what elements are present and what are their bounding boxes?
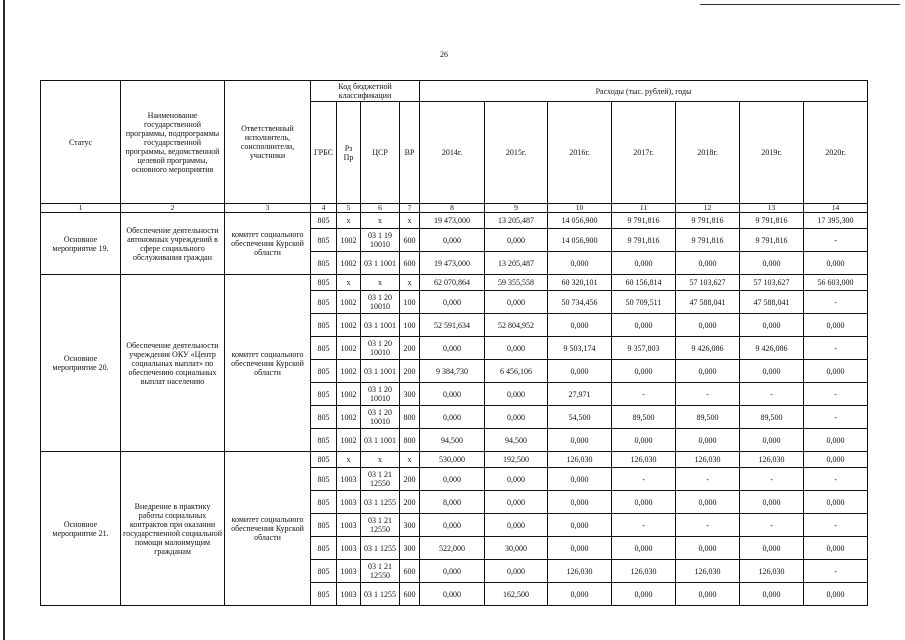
- cell-program-name: Обеспечение деятельности автономных учреждений в сфере социального обслуживания граждан: [121, 213, 225, 275]
- table-header: [41, 81, 868, 213]
- column-number: 8: [420, 204, 485, 213]
- cell-amount: 192,500: [485, 452, 548, 468]
- cell-amount: 17 395,300: [804, 213, 868, 229]
- cell-amount: 47 588,041: [676, 291, 740, 314]
- cell-amount: 13 205,487: [485, 252, 548, 275]
- cell-amount: 0,000: [740, 360, 804, 383]
- cell-rzpr: 1002: [337, 360, 361, 383]
- cell-amount: 0,000: [740, 252, 804, 275]
- header-csr: ЦСР: [361, 102, 400, 204]
- column-number: 4: [311, 204, 337, 213]
- column-number: 1: [41, 204, 121, 213]
- cell-amount: 0,000: [740, 314, 804, 337]
- cell-grbs: 805: [311, 514, 337, 537]
- cell-responsible: комитет социального обеспечения Курской области: [225, 213, 311, 275]
- header-vr: ВР: [400, 102, 420, 204]
- budget-table: [40, 80, 868, 606]
- cell-amount: 94,500: [420, 429, 485, 452]
- cell-amount: 0,000: [420, 291, 485, 314]
- cell-grbs: 805: [311, 406, 337, 429]
- cell-amount: 0,000: [676, 537, 740, 560]
- cell-csr: х: [361, 213, 400, 229]
- header-expenses: Расходы (тыс. рублей), годы: [420, 81, 868, 102]
- cell-amount: -: [612, 514, 676, 537]
- cell-vr: 300: [400, 514, 420, 537]
- cell-amount: 0,000: [548, 360, 612, 383]
- cell-amount: 0,000: [740, 537, 804, 560]
- cell-amount: 0,000: [420, 229, 485, 252]
- cell-amount: -: [804, 337, 868, 360]
- cell-amount: 0,000: [548, 514, 612, 537]
- cell-amount: 0,000: [548, 537, 612, 560]
- cell-amount: 47 588,041: [740, 291, 804, 314]
- cell-vr: 200: [400, 360, 420, 383]
- cell-grbs: 805: [311, 583, 337, 606]
- cell-amount: 0,000: [485, 468, 548, 491]
- cell-vr: 600: [400, 252, 420, 275]
- cell-csr: 03 1 20 10010: [361, 406, 400, 429]
- cell-amount: 0,000: [612, 314, 676, 337]
- cell-csr: 03 1 20 10010: [361, 383, 400, 406]
- cell-amount: -: [804, 229, 868, 252]
- cell-amount: -: [804, 406, 868, 429]
- cell-grbs: 805: [311, 560, 337, 583]
- cell-amount: 59 355,558: [485, 275, 548, 291]
- cell-rzpr: 1002: [337, 429, 361, 452]
- header-year: 2020г.: [804, 102, 868, 204]
- cell-amount: 0,000: [485, 229, 548, 252]
- cell-amount: -: [804, 560, 868, 583]
- cell-amount: 0,000: [740, 429, 804, 452]
- cell-amount: 50 709,511: [612, 291, 676, 314]
- cell-amount: 0,000: [612, 360, 676, 383]
- cell-amount: 0,000: [548, 583, 612, 606]
- cell-csr: 03 1 21 12550: [361, 560, 400, 583]
- cell-amount: 9 791,816: [676, 229, 740, 252]
- cell-amount: 9 503,174: [548, 337, 612, 360]
- cell-program-name: Обеспечение деятельности учреждения ОКУ «Центр социальных выплат» по обеспечению социальных выплат населению: [121, 275, 225, 452]
- cell-amount: 0,000: [548, 314, 612, 337]
- header-budget-code: Код бюджетной классификации: [311, 81, 420, 102]
- page-number: 26: [440, 50, 448, 59]
- cell-amount: -: [676, 514, 740, 537]
- cell-vr: 600: [400, 560, 420, 583]
- cell-amount: 0,000: [420, 560, 485, 583]
- cell-amount: 0,000: [804, 452, 868, 468]
- cell-rzpr: 1003: [337, 468, 361, 491]
- cell-rzpr: х: [337, 275, 361, 291]
- table-row: [41, 452, 868, 468]
- cell-amount: 0,000: [485, 291, 548, 314]
- cell-amount: 0,000: [485, 491, 548, 514]
- cell-amount: 50 734,456: [548, 291, 612, 314]
- cell-amount: 60 156,814: [612, 275, 676, 291]
- column-number: 12: [676, 204, 740, 213]
- cell-amount: 0,000: [676, 429, 740, 452]
- cell-amount: 8,000: [420, 491, 485, 514]
- cell-amount: 0,000: [740, 491, 804, 514]
- cell-grbs: 805: [311, 213, 337, 229]
- cell-amount: -: [804, 514, 868, 537]
- cell-amount: 0,000: [548, 468, 612, 491]
- cell-vr: 100: [400, 291, 420, 314]
- cell-rzpr: 1003: [337, 560, 361, 583]
- cell-vr: 600: [400, 583, 420, 606]
- cell-rzpr: х: [337, 213, 361, 229]
- cell-amount: 14 056,900: [548, 213, 612, 229]
- cell-amount: -: [676, 383, 740, 406]
- cell-amount: 9 791,816: [740, 229, 804, 252]
- cell-amount: 89,500: [740, 406, 804, 429]
- column-number: 6: [361, 204, 400, 213]
- cell-amount: 57 103,627: [676, 275, 740, 291]
- cell-amount: 0,000: [420, 337, 485, 360]
- cell-amount: 57 103,627: [740, 275, 804, 291]
- cell-grbs: 805: [311, 452, 337, 468]
- cell-csr: 03 1 1001: [361, 314, 400, 337]
- cell-amount: 9 426,086: [740, 337, 804, 360]
- cell-amount: 0,000: [676, 314, 740, 337]
- header-year: 2016г.: [548, 102, 612, 204]
- cell-csr: 03 1 1001: [361, 252, 400, 275]
- cell-amount: 94,500: [485, 429, 548, 452]
- header-year: 2015г.: [485, 102, 548, 204]
- cell-grbs: 805: [311, 252, 337, 275]
- cell-amount: 0,000: [804, 583, 868, 606]
- cell-rzpr: 1002: [337, 291, 361, 314]
- cell-amount: 126,030: [612, 560, 676, 583]
- cell-amount: -: [740, 468, 804, 491]
- cell-amount: -: [740, 514, 804, 537]
- header-year: 2019г.: [740, 102, 804, 204]
- cell-amount: 56 603,000: [804, 275, 868, 291]
- cell-amount: 0,000: [612, 252, 676, 275]
- cell-amount: -: [740, 383, 804, 406]
- cell-amount: 0,000: [612, 491, 676, 514]
- cell-amount: 0,000: [420, 468, 485, 491]
- column-number: 2: [121, 204, 225, 213]
- cell-amount: 19 473,000: [420, 252, 485, 275]
- cell-amount: 89,500: [676, 406, 740, 429]
- cell-amount: 0,000: [740, 583, 804, 606]
- cell-amount: -: [612, 383, 676, 406]
- cell-csr: 03 1 20 10010: [361, 291, 400, 314]
- cell-amount: 126,030: [740, 452, 804, 468]
- cell-amount: 60 320,101: [548, 275, 612, 291]
- cell-rzpr: 1002: [337, 337, 361, 360]
- cell-amount: 0,000: [485, 514, 548, 537]
- cell-amount: 30,000: [485, 537, 548, 560]
- cell-rzpr: 1002: [337, 229, 361, 252]
- cell-amount: 0,000: [548, 252, 612, 275]
- cell-amount: 522,000: [420, 537, 485, 560]
- cell-amount: 9 357,803: [612, 337, 676, 360]
- cell-status: Основное мероприятие 21.: [41, 452, 121, 606]
- cell-rzpr: 1002: [337, 383, 361, 406]
- table-row: [41, 275, 868, 291]
- scan-edge-top: [700, 4, 900, 5]
- cell-csr: 03 1 1001: [361, 429, 400, 452]
- cell-grbs: 805: [311, 229, 337, 252]
- cell-amount: 14 056,900: [548, 229, 612, 252]
- cell-amount: 19 473,000: [420, 213, 485, 229]
- cell-program-name: Внедрение в практику работы социальных контрактов при оказании государственной социальной помощи малоимущим гражданам: [121, 452, 225, 606]
- cell-grbs: 805: [311, 314, 337, 337]
- cell-vr: х: [400, 213, 420, 229]
- cell-vr: х: [400, 275, 420, 291]
- cell-amount: 52 804,952: [485, 314, 548, 337]
- cell-vr: 200: [400, 468, 420, 491]
- cell-status: Основное мероприятие 19.: [41, 213, 121, 275]
- cell-amount: 0,000: [420, 583, 485, 606]
- cell-grbs: 805: [311, 360, 337, 383]
- cell-amount: 126,030: [612, 452, 676, 468]
- column-number: 5: [337, 204, 361, 213]
- cell-amount: 0,000: [420, 406, 485, 429]
- column-number: 10: [548, 204, 612, 213]
- cell-amount: 126,030: [740, 560, 804, 583]
- cell-amount: 54,500: [548, 406, 612, 429]
- scan-edge-left: [3, 0, 5, 640]
- header-grbs: ГРБС: [311, 102, 337, 204]
- header-status: Статус: [41, 81, 121, 204]
- cell-amount: -: [676, 468, 740, 491]
- cell-rzpr: 1002: [337, 314, 361, 337]
- cell-amount: -: [612, 468, 676, 491]
- table-body: [41, 213, 868, 606]
- cell-rzpr: 1003: [337, 583, 361, 606]
- cell-csr: 03 1 19 10010: [361, 229, 400, 252]
- cell-status: Основное мероприятие 20.: [41, 275, 121, 452]
- cell-responsible: комитет социального обеспечения Курской области: [225, 452, 311, 606]
- cell-amount: 9 791,816: [740, 213, 804, 229]
- cell-amount: -: [804, 383, 868, 406]
- cell-amount: 0,000: [485, 383, 548, 406]
- cell-grbs: 805: [311, 291, 337, 314]
- cell-amount: 0,000: [804, 252, 868, 275]
- cell-amount: 126,030: [676, 560, 740, 583]
- cell-responsible: комитет социального обеспечения Курской области: [225, 275, 311, 452]
- cell-vr: 800: [400, 429, 420, 452]
- cell-csr: х: [361, 452, 400, 468]
- cell-amount: 0,000: [485, 560, 548, 583]
- cell-rzpr: 1002: [337, 406, 361, 429]
- cell-grbs: 805: [311, 337, 337, 360]
- cell-rzpr: 1003: [337, 514, 361, 537]
- cell-amount: 13 205,487: [485, 213, 548, 229]
- cell-amount: -: [804, 291, 868, 314]
- cell-amount: 162,500: [485, 583, 548, 606]
- cell-csr: х: [361, 275, 400, 291]
- table-row: [41, 213, 868, 229]
- cell-amount: -: [804, 468, 868, 491]
- cell-rzpr: 1003: [337, 537, 361, 560]
- cell-amount: 0,000: [548, 491, 612, 514]
- cell-amount: 0,000: [804, 314, 868, 337]
- cell-amount: 0,000: [804, 429, 868, 452]
- cell-amount: 27,971: [548, 383, 612, 406]
- header-rzpr: Рз Пр: [337, 102, 361, 204]
- cell-amount: 9 791,816: [612, 213, 676, 229]
- cell-amount: 530,000: [420, 452, 485, 468]
- cell-csr: 03 1 20 10010: [361, 337, 400, 360]
- column-number: 11: [612, 204, 676, 213]
- cell-amount: 0,000: [612, 583, 676, 606]
- cell-amount: 0,000: [804, 491, 868, 514]
- cell-csr: 03 1 1255: [361, 491, 400, 514]
- cell-vr: 300: [400, 537, 420, 560]
- cell-vr: 800: [400, 406, 420, 429]
- cell-grbs: 805: [311, 275, 337, 291]
- cell-amount: 9 384,730: [420, 360, 485, 383]
- cell-vr: 600: [400, 229, 420, 252]
- cell-amount: 9 791,816: [612, 229, 676, 252]
- header-responsible: Ответственный исполнитель, соисполнители, участники: [225, 81, 311, 204]
- cell-amount: 0,000: [676, 252, 740, 275]
- cell-rzpr: х: [337, 452, 361, 468]
- cell-csr: 03 1 21 12550: [361, 468, 400, 491]
- cell-amount: 0,000: [676, 491, 740, 514]
- cell-amount: 0,000: [804, 537, 868, 560]
- cell-csr: 03 1 1255: [361, 583, 400, 606]
- column-number: 13: [740, 204, 804, 213]
- cell-amount: 0,000: [485, 406, 548, 429]
- cell-amount: 0,000: [612, 537, 676, 560]
- column-number-row: [41, 204, 868, 213]
- cell-amount: 0,000: [804, 360, 868, 383]
- cell-amount: 52 591,634: [420, 314, 485, 337]
- cell-vr: 200: [400, 337, 420, 360]
- cell-amount: 0,000: [676, 583, 740, 606]
- cell-vr: 200: [400, 491, 420, 514]
- cell-amount: 0,000: [420, 514, 485, 537]
- cell-rzpr: 1002: [337, 252, 361, 275]
- cell-amount: 0,000: [676, 360, 740, 383]
- cell-amount: 9 791,816: [676, 213, 740, 229]
- cell-csr: 03 1 21 12550: [361, 514, 400, 537]
- column-number: 7: [400, 204, 420, 213]
- column-number: 3: [225, 204, 311, 213]
- cell-vr: 300: [400, 383, 420, 406]
- cell-amount: 62 070,864: [420, 275, 485, 291]
- cell-amount: 9 426,086: [676, 337, 740, 360]
- cell-amount: 89,500: [612, 406, 676, 429]
- column-number: 9: [485, 204, 548, 213]
- cell-amount: 0,000: [485, 337, 548, 360]
- header-year: 2017г.: [612, 102, 676, 204]
- column-number: 14: [804, 204, 868, 213]
- cell-amount: 126,030: [548, 452, 612, 468]
- cell-amount: 0,000: [420, 383, 485, 406]
- cell-csr: 03 1 1001: [361, 360, 400, 383]
- cell-grbs: 805: [311, 383, 337, 406]
- cell-grbs: 805: [311, 468, 337, 491]
- header-name: Наименование государственной программы, подпрограммы государственной программы, ведомственной целевой программы, основного мероприятия: [121, 81, 225, 204]
- cell-vr: х: [400, 452, 420, 468]
- cell-amount: 0,000: [612, 429, 676, 452]
- cell-vr: 100: [400, 314, 420, 337]
- cell-grbs: 805: [311, 491, 337, 514]
- cell-grbs: 805: [311, 537, 337, 560]
- header-year: 2018г.: [676, 102, 740, 204]
- cell-grbs: 805: [311, 429, 337, 452]
- cell-csr: 03 1 1255: [361, 537, 400, 560]
- header-year: 2014г.: [420, 102, 485, 204]
- cell-amount: 126,030: [676, 452, 740, 468]
- cell-amount: 6 456,106: [485, 360, 548, 383]
- cell-amount: 0,000: [548, 429, 612, 452]
- cell-amount: 126,030: [548, 560, 612, 583]
- cell-rzpr: 1003: [337, 491, 361, 514]
